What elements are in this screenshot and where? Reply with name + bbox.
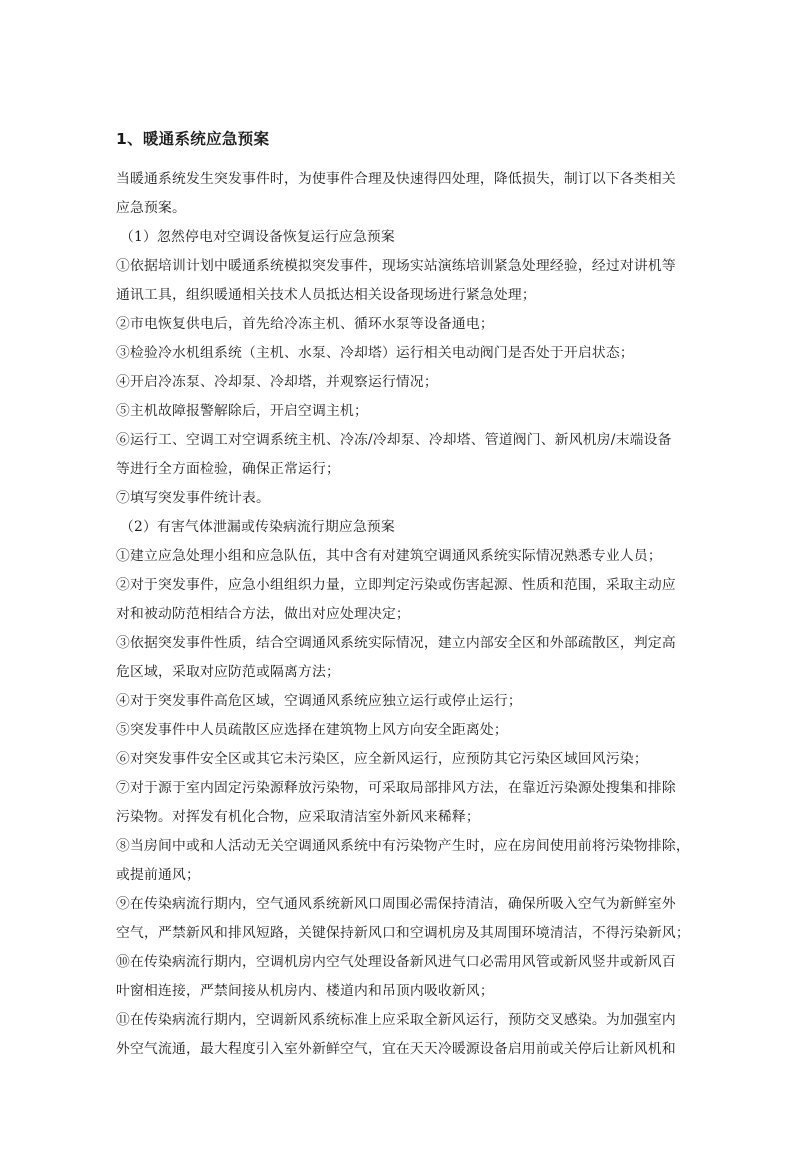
paragraph-line: ④开启冷冻泵、冷却泵、冷却塔，并观察运行情况； [116,374,438,390]
paragraph-line: ⑦填写突发事件统计表。 [116,490,270,506]
paragraph-line: 应急预案。 [116,200,186,216]
subsection-title: （1）忽然停电对空调设备恢复运行应急预案 [120,229,395,245]
paragraph-line: 叶窗相连接，严禁间接从机房内、楼道内和吊顶内吸收新风； [116,983,494,999]
paragraph-line: 对和被动防范相结合方法，做出对应处理决定； [116,606,410,622]
paragraph-line: ②市电恢复供电后，首先给冷冻主机、循环水泵等设备通电； [116,316,494,332]
paragraph-line: 危区域，采取对应防范或隔离方法； [116,664,340,680]
paragraph-line: ①建立应急处理小组和应急队伍，其中含有对建筑空调通风系统实际情况熟悉专业人员； [116,548,662,564]
paragraph-line: ③检验冷水机组系统（主机、水泵、冷却塔）运行相关电动阀门是否处于开启状态； [116,345,634,361]
paragraph-line: ④对于突发事件高危区域，空调通风系统应独立运行或停止运行； [116,693,522,709]
paragraph-line: ⑪在传染病流行期内，空调新风系统标准上应采取全新风运行，预防交叉感染。为加强室内 [116,1012,676,1028]
paragraph-line: 污染物。对挥发有机化合物，应采取清洁室外新风来稀释； [116,809,480,825]
paragraph-line: 或提前通风； [116,867,200,883]
paragraph-line: ⑤主机故障报警解除后，开启空调主机； [116,403,368,419]
paragraph-line: 外空气流通，最大程度引入室外新鲜空气，宜在天天冷暖源设备启用前或关停后让新风机和 [116,1041,676,1057]
paragraph-line: 等进行全方面检验，确保正常运行； [116,461,340,477]
paragraph-line: 通讯工具，组织暖通相关技术人员抵达相关设备现场进行紧急处理； [116,287,536,303]
paragraph-line: 当暖通系统发生突发事件时，为使事件合理及快速得四处理，降低损失，制订以下各类相关 [116,171,676,187]
paragraph-line: ⑨在传染病流行期内，空气通风系统新风口周围必需保持清洁，确保所吸入空气为新鲜室外 [116,896,676,912]
paragraph-line: 空气，严禁新风和排风短路，关键保持新风口和空调机房及其周围环境清洁，不得污染新风； [116,925,690,941]
subsection-title: （2）有害气体泄漏或传染病流行期应急预案 [120,519,395,535]
paragraph-line: ⑥对突发事件安全区或其它未污染区，应全新风运行，应预防其它污染区域回风污染； [116,751,648,767]
paragraph-line: ⑧当房间中或和人活动无关空调通风系统中有污染物产生时，应在房间使用前将污染物排除， [116,838,690,854]
paragraph-line: ②对于突发事件，应急小组组织力量，立即判定污染或伤害起源、性质和范围，采取主动应 [116,577,676,593]
section-heading: 1、暖通系统应急预案 [116,130,270,148]
paragraph-line: ①依据培训计划中暖通系统模拟突发事件，现场实站演练培训紧急处理经验，经过对讲机等 [116,258,676,274]
paragraph-line: ③依据突发事件性质，结合空调通风系统实际情况，建立内部安全区和外部疏散区，判定高 [116,635,676,651]
paragraph-line: ⑦对于源于室内固定污染源释放污染物，可采取局部排风方法，在靠近污染源处搜集和排除 [116,780,676,796]
paragraph-line: ⑤突发事件中人员疏散区应选择在建筑物上风方向安全距离处； [116,722,508,738]
paragraph-line: ⑥运行工、空调工对空调系统主机、冷冻/冷却泵、冷却塔、管道阀门、新风机房/末端设备 [116,432,672,448]
paragraph-line: ⑩在传染病流行期内，空调机房内空气处理设备新风进气口必需用风管或新风竖井或新风百 [116,954,676,970]
